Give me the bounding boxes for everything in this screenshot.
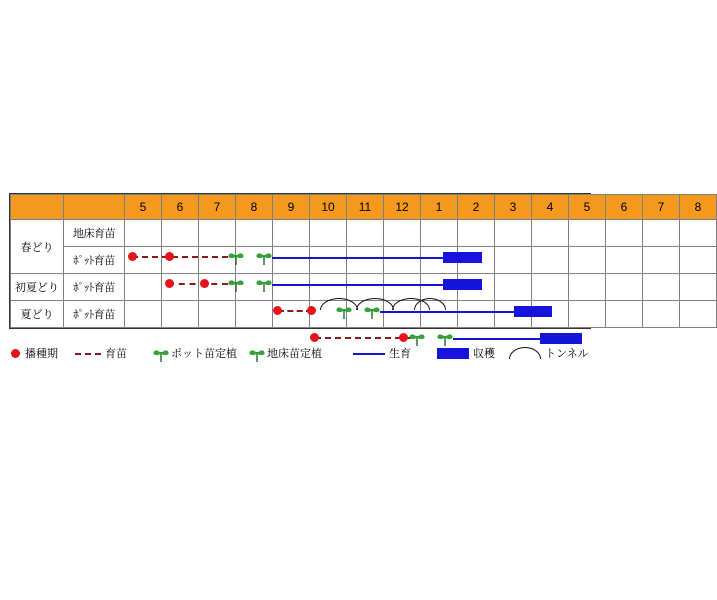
seedling-icon-row4-a	[408, 330, 426, 346]
cell-r1-c12	[532, 220, 569, 247]
growth-line-row4	[453, 338, 551, 340]
legend-label-ground-planting: 地床苗定植	[267, 348, 322, 360]
cell-r3-c7	[347, 274, 384, 301]
legend-harvest-bar-icon	[437, 348, 469, 359]
cell-r3-c15	[643, 274, 680, 301]
cell-r4-c4	[236, 301, 273, 328]
cell-r4-c1	[125, 301, 162, 328]
cell-r2-c7	[347, 247, 384, 274]
legend-label-tunnel: トンネル	[545, 348, 589, 360]
nursery-dash-row4	[315, 337, 411, 339]
cell-r3-c14	[606, 274, 643, 301]
cell-r1-c16	[680, 220, 717, 247]
method-label-row2: ﾎﾟｯﾄ育苗	[64, 247, 125, 274]
cell-r2-c10	[458, 247, 495, 274]
cell-r4-c9	[421, 301, 458, 328]
cell-r4-c10	[458, 301, 495, 328]
cell-r3-c1	[125, 274, 162, 301]
cell-r4-c14	[606, 301, 643, 328]
month-header-2: 2	[458, 195, 495, 220]
cell-r1-c15	[643, 220, 680, 247]
cropping-calendar	[9, 193, 702, 329]
month-header-7: 7	[199, 195, 236, 220]
cell-r1-c10	[458, 220, 495, 247]
cell-r2-c11	[495, 247, 532, 274]
legend-nursery-dash-icon	[75, 353, 101, 355]
season-label-summer: 夏どり	[11, 301, 64, 328]
harvest-bar-row4	[540, 333, 582, 344]
cell-r2-c1	[125, 247, 162, 274]
cell-r2-c6	[310, 247, 347, 274]
cell-r3-c10	[458, 274, 495, 301]
cell-r2-c15	[643, 247, 680, 274]
cell-r3-c5	[273, 274, 310, 301]
legend-label-pot-planting: ポット苗定植	[171, 348, 237, 360]
legend-label-seeding: 播種期	[25, 348, 58, 360]
cell-r2-c8	[384, 247, 421, 274]
cell-r4-c6	[310, 301, 347, 328]
cell-r2-c16	[680, 247, 717, 274]
cell-r3-c6	[310, 274, 347, 301]
seedling-icon-row4-b	[436, 330, 454, 346]
cell-r2-c12	[532, 247, 569, 274]
month-header-8: 8	[236, 195, 273, 220]
season-label-spring: 春どり	[11, 220, 64, 274]
month-header-11: 11	[347, 195, 384, 220]
month-header-6: 6	[162, 195, 199, 220]
cell-r2-c2	[162, 247, 199, 274]
cell-r1-c6	[310, 220, 347, 247]
cell-r3-c2	[162, 274, 199, 301]
cell-r1-c3	[199, 220, 236, 247]
month-header-3: 3	[495, 195, 532, 220]
legend-pot-seedling-icon	[152, 346, 170, 362]
cell-r1-c9	[421, 220, 458, 247]
cell-r4-c3	[199, 301, 236, 328]
cell-r1-c7	[347, 220, 384, 247]
table-row	[11, 220, 717, 247]
month-header-7b: 7	[643, 195, 680, 220]
cell-r2-c9	[421, 247, 458, 274]
cell-r3-c9	[421, 274, 458, 301]
season-label-early-summer: 初夏どり	[11, 274, 64, 301]
legend-seeding-dot-icon	[11, 349, 20, 358]
cell-r4-c7	[347, 301, 384, 328]
cell-r1-c13	[569, 220, 606, 247]
cell-r4-c13	[569, 301, 606, 328]
cell-r1-c1	[125, 220, 162, 247]
seeding-dot-row4-a	[310, 333, 319, 342]
legend-growth-line-icon	[353, 353, 385, 355]
cell-r2-c4	[236, 247, 273, 274]
month-header-5b: 5	[569, 195, 606, 220]
cell-r3-c3	[199, 274, 236, 301]
cell-r4-c8	[384, 301, 421, 328]
method-label-row3: ﾎﾟｯﾄ育苗	[64, 274, 125, 301]
table-row	[11, 247, 717, 274]
cell-r3-c8	[384, 274, 421, 301]
cell-r1-c8	[384, 220, 421, 247]
month-header-8b: 8	[680, 195, 717, 220]
month-header-10: 10	[310, 195, 347, 220]
month-header-6b: 6	[606, 195, 643, 220]
header-blank-method	[64, 195, 125, 220]
method-label-row1: 地床育苗	[64, 220, 125, 247]
cell-r2-c14	[606, 247, 643, 274]
legend-label-growth: 生育	[389, 348, 411, 360]
cell-r1-c5	[273, 220, 310, 247]
cell-r4-c5	[273, 301, 310, 328]
method-label-row4: ﾎﾟｯﾄ育苗	[64, 301, 125, 328]
month-header-5: 5	[125, 195, 162, 220]
seeding-dot-row4-b	[399, 333, 408, 342]
cell-r2-c5	[273, 247, 310, 274]
cell-r4-c15	[643, 301, 680, 328]
month-header-12: 12	[384, 195, 421, 220]
legend-label-nursery: 育苗	[105, 348, 127, 360]
cell-r4-c2	[162, 301, 199, 328]
cell-r3-c11	[495, 274, 532, 301]
table-header-row	[11, 195, 717, 220]
legend	[9, 345, 591, 367]
table-row	[11, 274, 717, 301]
month-header-1: 1	[421, 195, 458, 220]
cell-r1-c4	[236, 220, 273, 247]
cell-r3-c4	[236, 274, 273, 301]
cell-r1-c11	[495, 220, 532, 247]
cell-r3-c16	[680, 274, 717, 301]
cell-r1-c2	[162, 220, 199, 247]
cell-r3-c13	[569, 274, 606, 301]
table-row	[11, 301, 717, 328]
cell-r3-c12	[532, 274, 569, 301]
month-header-9: 9	[273, 195, 310, 220]
legend-tunnel-arc-icon	[509, 347, 541, 359]
cell-r1-c14	[606, 220, 643, 247]
legend-label-harvest: 収穫	[473, 348, 495, 360]
legend-ground-seedling-icon	[248, 346, 266, 362]
cell-r4-c12	[532, 301, 569, 328]
cell-r2-c13	[569, 247, 606, 274]
cell-r4-c11	[495, 301, 532, 328]
header-blank-season	[11, 195, 64, 220]
cell-r2-c3	[199, 247, 236, 274]
calendar-grid	[10, 194, 717, 328]
month-header-4: 4	[532, 195, 569, 220]
cell-r4-c16	[680, 301, 717, 328]
